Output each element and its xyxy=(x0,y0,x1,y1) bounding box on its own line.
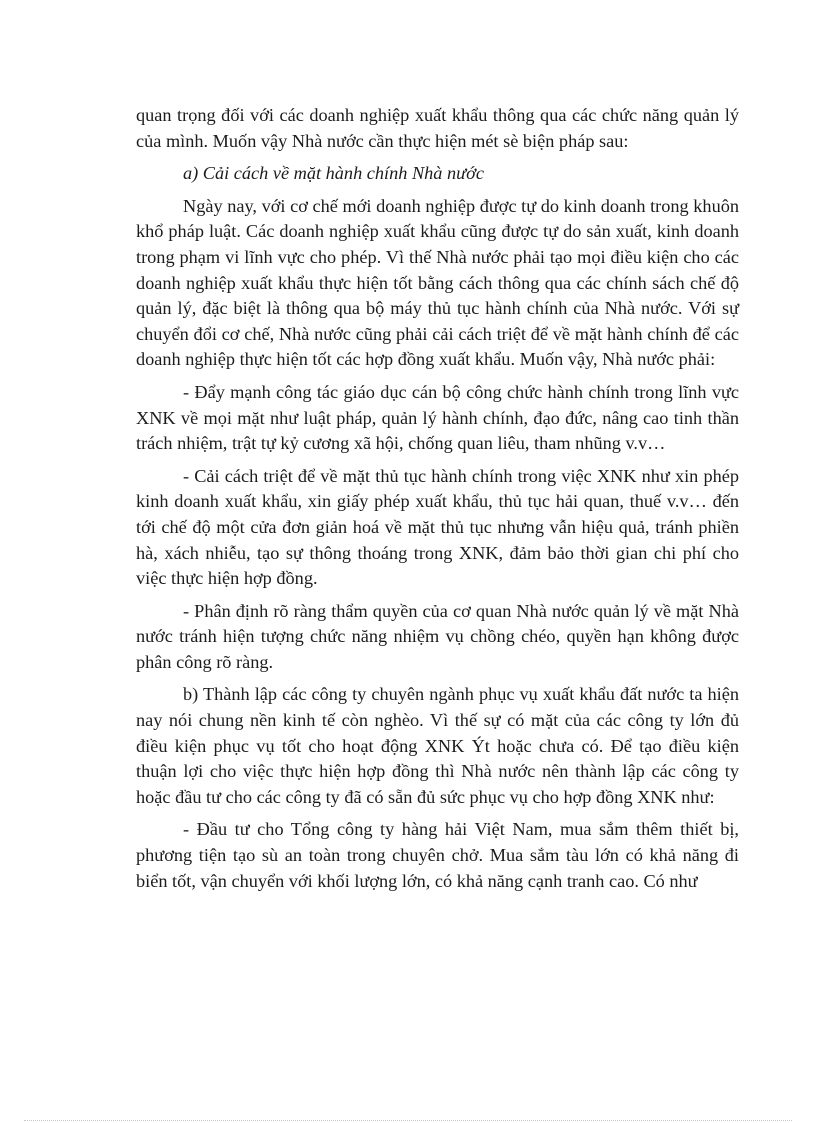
paragraph-section-b: b) Thành lập các công ty chuyên ngành phục vụ xuất khẩu đất nước ta hiện nay nói chung nền kinh tế còn nghèo. Vì thế sự có mặt của các công ty lớn đủ điều kiện phục vụ tốt cho hoạt động XNK Ýt hoặc chưa có. Để tạo điều kiện thuận lợi cho việc thực hiện hợp đồng thì Nhà nước nên thành lập các công ty hoặc đầu tư cho các công ty đã có sẵn đủ sức phục vụ cho hợp đồng XNK như: xyxy=(136,684,739,807)
document-body xyxy=(136,103,739,901)
paragraph-intro-continuation: quan trọng đối với các doanh nghiệp xuất khẩu thông qua các chức năng quản lý của mình. Muốn vậy Nhà nước cần thực hiện mét sè biện pháp sau: xyxy=(136,105,739,151)
bullet-authority-division: - Phân định rõ ràng thẩm quyền của cơ quan Nhà nước quản lý về mặt Nhà nước tránh hiện tượng chức năng nhiệm vụ chồng chéo, quyền hạn không được phân công rõ ràng. xyxy=(136,600,739,672)
bullet-procedure-reform: - Cải cách triệt để về mặt thủ tục hành chính trong việc XNK như xin phép kinh doanh xuất khẩu, xin giấy phép xuất khẩu, thủ tục hải quan, thuế v.v… đến tới chế độ một cửa đơn giản hoá về mặt thủ tục nhưng vẫn hiệu quả, tránh phiền hà, xách nhiễu, tạo sự thông thoáng trong XNK, đảm bảo thời gian chi phí cho việc thực hiện hợp đồng. xyxy=(136,465,739,589)
section-heading-a: a) Cải cách về mặt hành chính Nhà nước xyxy=(183,163,484,184)
bullet-maritime-investment: - Đầu tư cho Tổng công ty hàng hải Việt Nam, mua sắm thêm thiết bị, phương tiện tạo sù an toàn trong chuyên chở. Mua sắm tàu lớn có khả năng đi biển tốt, vận chuyển với khối lượng lớn, có khả năng cạnh tranh cao. Có như xyxy=(136,819,739,891)
paragraph-administrative-reform: Ngày nay, với cơ chế mới doanh nghiệp được tự do kinh doanh trong khuôn khổ pháp luật. Các doanh nghiệp xuất khẩu cũng được tự do sản xuất, kinh doanh trong phạm vi lĩnh vực cho phép. Vì thế Nhà nước phải tạo mọi điều kiện cho các doanh nghiệp xuất khẩu thực hiện tốt bằng cách thông qua các chính sách chế độ quản lý, đặc biệt là thông qua bộ máy thủ tục hành chính của Nhà nước. Với sự chuyển đổi cơ chế, Nhà nước cũng phải cải cách triệt để về mặt hành chính để các doanh nghiệp thực hiện tốt các hợp đồng xuất khẩu. Muốn vậy, Nhà nước phải: xyxy=(136,195,739,370)
bullet-education: - Đẩy mạnh công tác giáo dục cán bộ công chức hành chính trong lĩnh vực XNK về mọi mặt như luật pháp, quản lý hành chính, đạo đức, nâng cao tinh thần trách nhiệm, trật tự kỷ cương xã hội, chống quan liêu, tham nhũng v.v… xyxy=(136,381,739,454)
page-bottom-divider xyxy=(24,1120,792,1121)
